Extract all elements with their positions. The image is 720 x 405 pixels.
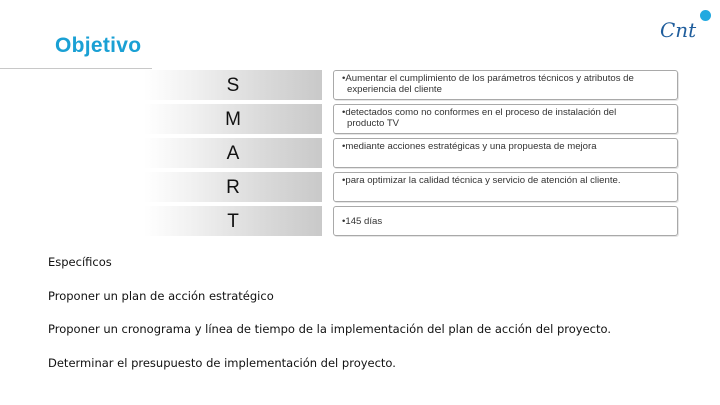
smart-description-r bbox=[333, 172, 678, 202]
smart-row-s bbox=[144, 70, 680, 100]
specific-item-2: Proponer un cronograma y línea de tiempo de la implementación del plan de acción del proyecto. bbox=[48, 322, 611, 336]
logo-wordmark: Cnt bbox=[660, 18, 697, 42]
cnt-logo bbox=[660, 8, 714, 48]
smart-letter-s: S bbox=[144, 70, 322, 100]
smart-description-text: •mediante acciones estratégicas y una propuesta de mejora bbox=[342, 141, 597, 152]
logo-dot-icon bbox=[700, 10, 711, 21]
smart-description-a bbox=[333, 138, 678, 168]
specific-item-3: Determinar el presupuesto de implementación del proyecto. bbox=[48, 356, 396, 370]
title-underline bbox=[0, 68, 152, 69]
smart-description-text: •para optimizar la calidad técnica y servicio de atención al cliente. bbox=[342, 175, 621, 186]
smart-description-t bbox=[333, 206, 678, 236]
specific-heading: Específicos bbox=[48, 255, 112, 269]
smart-letter-t: T bbox=[144, 206, 322, 236]
smart-row-r bbox=[144, 172, 680, 202]
smart-letter-r: R bbox=[144, 172, 322, 202]
smart-description-text: •Aumentar el cumplimiento de los parámetros técnicos y atributos de experiencia del cliente bbox=[342, 73, 634, 95]
smart-letter-m: M bbox=[144, 104, 322, 134]
smart-row-a bbox=[144, 138, 680, 168]
page-title: Objetivo bbox=[55, 34, 142, 57]
smart-row-t bbox=[144, 206, 680, 236]
smart-description-text: •detectados como no conformes en el proceso de instalación del producto TV bbox=[342, 107, 617, 129]
specific-item-1: Proponer un plan de acción estratégico bbox=[48, 289, 274, 303]
smart-description-text: •145 días bbox=[342, 216, 383, 227]
smart-objective-table bbox=[144, 70, 680, 240]
smart-row-m bbox=[144, 104, 680, 134]
smart-description-s bbox=[333, 70, 678, 100]
smart-letter-a: A bbox=[144, 138, 322, 168]
smart-description-m bbox=[333, 104, 678, 134]
